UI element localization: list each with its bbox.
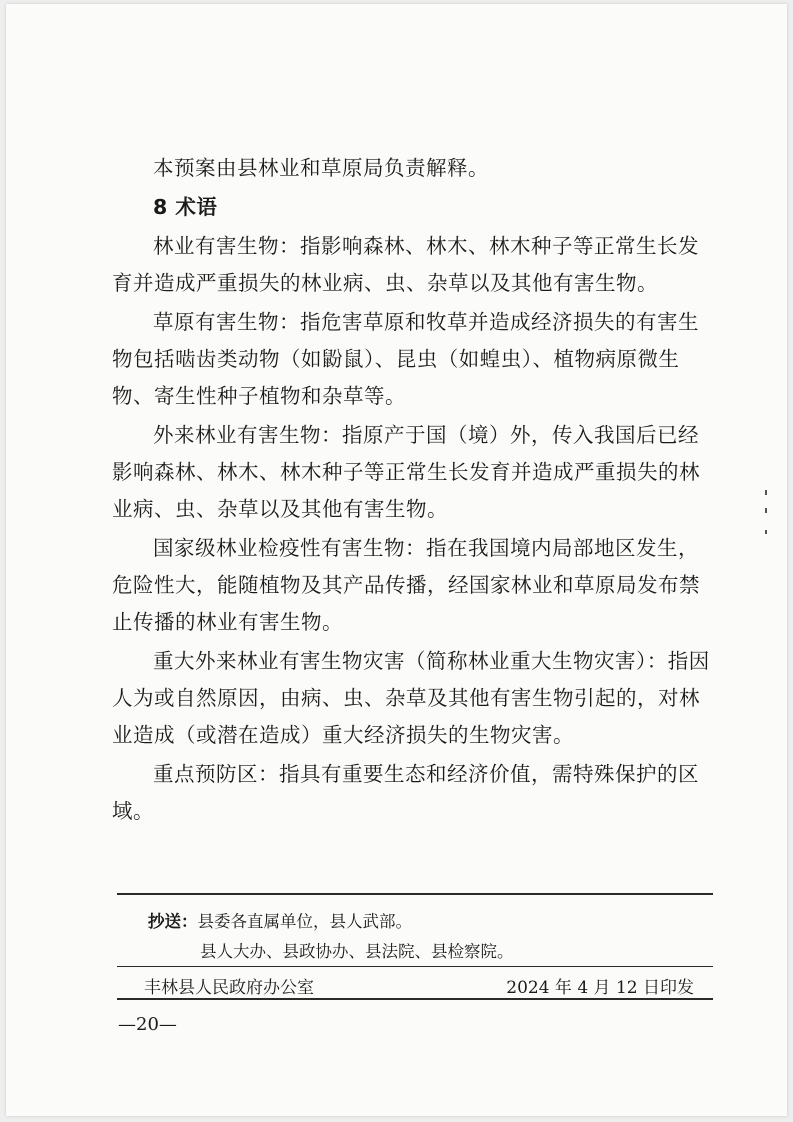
scan-mark bbox=[765, 490, 767, 495]
section-heading: 8 术语 bbox=[153, 195, 218, 219]
footer-bottom-rule bbox=[117, 998, 713, 1000]
issue-date: 2024 年 4 月 12 日印发 bbox=[506, 978, 694, 998]
definition-paragraph: 外来林业有害生物：指原产于国（境）外，传入我国后已经影响森林、林木、林木种子等正常生长发育并造成严重损失的林业病、虫、杂草以及其他有害生物。 bbox=[112, 423, 700, 521]
definition-paragraph: 重点预防区：指具有重要生态和经济价值，需特殊保护的区域。 bbox=[112, 762, 699, 823]
cc-recipients-1: 县委各直属单位，县人武部。 bbox=[197, 912, 412, 931]
page-number: —20— bbox=[118, 1014, 177, 1035]
footer-top-rule bbox=[117, 893, 713, 895]
document-body bbox=[112, 150, 712, 832]
cc-recipients-2: 县人大办、县政协办、县法院、县检察院。 bbox=[200, 942, 514, 961]
cc-label: 抄送： bbox=[148, 912, 198, 931]
footer-middle-rule bbox=[117, 966, 713, 967]
scan-mark bbox=[765, 530, 767, 534]
definition-paragraph: 草原有害生物：指危害草原和牧草并造成经济损失的有害生物包括啮齿类动物（如鼢鼠）、昆虫（如蝗虫）、植物病原微生物、寄生性种子植物和杂草等。 bbox=[112, 310, 699, 408]
cc-line-2 bbox=[200, 938, 514, 962]
intro-paragraph: 本预案由县林业和草原局负责解释。 bbox=[153, 156, 489, 180]
definition-paragraph: 重大外来林业有害生物灾害（简称林业重大生物灾害）：指因人为或自然原因，由病、虫、杂草及其他有害生物引起的，对林业造成（或潜在造成）重大经济损失的生物灾害。 bbox=[112, 649, 710, 747]
definition-paragraph: 林业有害生物：指影响森林、林木、林木种子等正常生长发育并造成严重损失的林业病、虫、杂草以及其他有害生物。 bbox=[112, 234, 699, 295]
definition-paragraph: 国家级林业检疫性有害生物：指在我国境内局部地区发生，危险性大，能随植物及其产品传播，经国家林业和草原局发布禁止传播的林业有害生物。 bbox=[112, 536, 700, 634]
issuing-office: 丰林县人民政府办公室 bbox=[144, 978, 314, 998]
scan-mark bbox=[765, 508, 767, 513]
cc-line-1 bbox=[148, 908, 412, 932]
